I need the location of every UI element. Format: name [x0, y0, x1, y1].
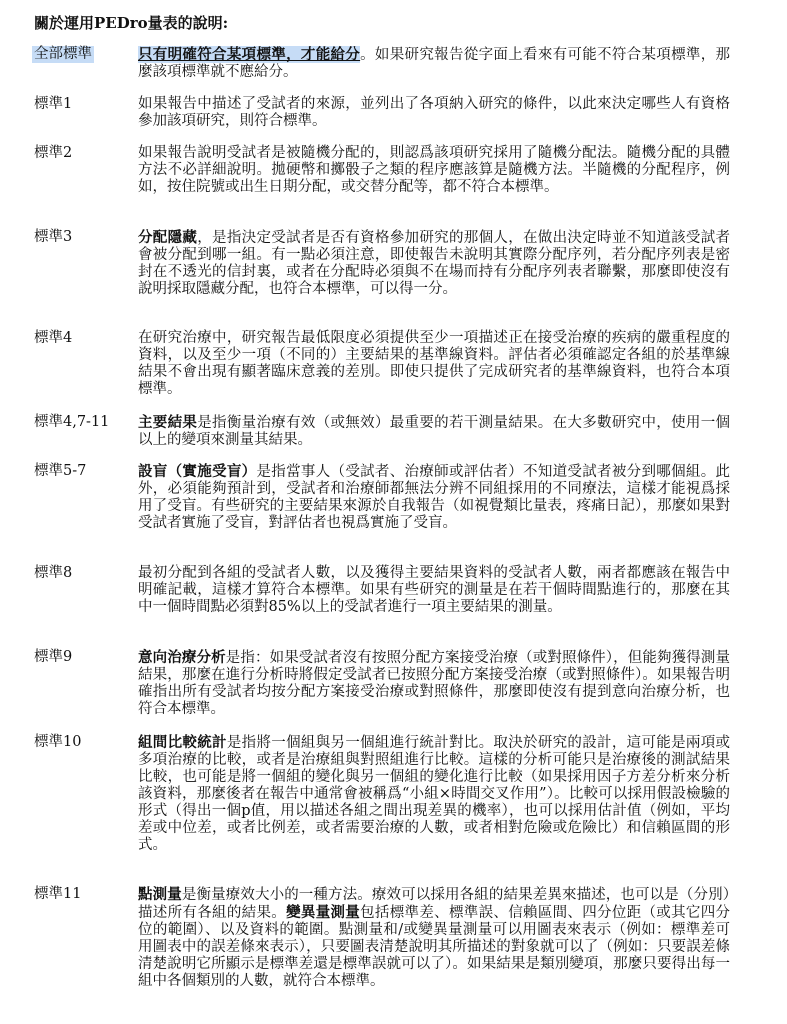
- criterion-description: 最初分配到各組的受試者人數，以及獲得主要結果資料的受試者人數，兩者都應該在報告中明確記載，這樣才算符合本標準。如果有些研究的測量是在若干個時間點進行的，那麼在其中一個時間點必須對85%以上的受試者進行一項主要結果的測量。: [138, 565, 730, 615]
- criterion-keyword: 點測量: [138, 886, 182, 903]
- criterion-keyword: 主要結果: [138, 414, 198, 431]
- document-title: 關於運用PEDro量表的說明:: [34, 14, 229, 32]
- criterion-text: [138, 649, 730, 718]
- criterion-description: 在研究治療中，研究報告最低限度必須提供至少一項描述正在接受治療的疾病的嚴重程度的資料，以及至少一項（不同的）主要結果的基準線資料。評估者必須確認定各組的於基準線結果不會出現有顯著臨床意義的差別。即使只提供了完成研究者的基準線資料，也符合本項標準。: [138, 330, 730, 397]
- criterion-keyword: 只有明確符合某項標準，才能給分: [138, 46, 361, 63]
- criterion-label: 標準4: [34, 330, 73, 346]
- criterion-label: 標準4,7-11: [34, 414, 110, 430]
- criterion-keyword: 設盲（實施受盲）: [138, 463, 257, 480]
- criterion-description: 是指衡量治療有效（或無效）最重要的若干測量結果。在大多數研究中，使用一個以上的變項來測量其結果。: [138, 415, 731, 448]
- criterion-label: 標準9: [34, 649, 73, 665]
- criterion-keyword: 分配隱藏: [138, 229, 198, 246]
- criterion-text: [138, 565, 730, 616]
- criterion-description: 如果報告說明受試者是被隨機分配的，則認爲該項研究採用了隨機分配法。隨機分配的具體方法不必詳細說明。拋硬幣和擲骰子之類的程序應該算是隨機方法。半隨機的分配程序，例如，按住院號或出生日期分配，或交替分配等，都不符合本標準。: [138, 145, 730, 195]
- criterion-text: [138, 414, 730, 449]
- criterion-description: 是指當事人（受試者、治療師或評估者）不知道受試者被分到哪個組。此外，必須能夠預計到，受試者和治療師都無法分辨不同組採用的不同療法，這樣才能視爲採用了受盲。有些研究的主要結果來源於自我報告（如視覺類比量表，疼痛日記），那麼如果對受試者實施了受盲，對評估者也視爲實施了受盲。: [138, 464, 731, 531]
- criterion-label: 標準8: [34, 565, 73, 581]
- criterion-description: 是衡量療效大小的一種方法。療效可以採用各組的結果差異來描述，也可以是（分別）描述所有各組的結果。: [138, 887, 730, 921]
- criterion-text: [138, 886, 730, 990]
- criterion-label: 標準1: [34, 96, 73, 112]
- criterion-keyword-2: 變異量測量: [286, 904, 361, 921]
- criterion-text: [138, 229, 730, 298]
- criterion-keyword: 組間比較統計: [138, 734, 227, 751]
- criterion-description-2: 包括標準差、標準誤、信賴區間、四分位距（或其它四分位的範圍）、以及資料的範圍。點測量和/或變異量測量可以用圖表來表示（例如：標準差可用圖表中的誤差條來表示），只要圖表清楚說明其所描述的對象就可以了（例如：只要誤差條清楚說明它所顯示是標準差還是標準誤就可以了）。如果結果是類別變項，那麼只要得出每一組中各個類別的人數，就符合本標準。: [138, 905, 731, 989]
- criterion-label: 全部標準: [34, 46, 92, 62]
- criterion-label: 標準5-7: [34, 463, 87, 479]
- criterion-description: 如果報告中描述了受試者的來源，並列出了各項納入研究的條件，以此來決定哪些人有資格參加該項研究，則符合標準。: [138, 96, 730, 129]
- criterion-text: [138, 46, 730, 81]
- criterion-text: [138, 96, 730, 130]
- criterion-text: [138, 463, 730, 532]
- criterion-description: 。如果研究報告從字面上看來有可能不符合某項標準，那麼該項標準就不應給分。: [138, 47, 731, 80]
- criterion-label: 標準3: [34, 229, 73, 245]
- criterion-text: [138, 145, 730, 196]
- criterion-text: [138, 734, 730, 854]
- criterion-keyword: 意向治療分析: [138, 649, 226, 666]
- criterion-label: 標準11: [34, 886, 82, 902]
- criterion-description: ，是指決定受試者是否有資格參加研究的那個人，在做出決定時並不知道該受試者會被分配到哪一組。有一點必須注意，即使報告未說明其實際分配序列，若分配序列表是密封在不透光的信封裏，或者在分配時必須與不在場而持有分配序列表者聯繫，那麼即使沒有說明採取隱藏分配，也符合本標準，可以得一分。: [138, 230, 731, 297]
- criterion-description: 是指將一個組與另一個組進行統計對比。取決於研究的設計，這可能是兩項或多項治療的比較，或者是治療組與對照組進行比較。這樣的分析可能只是治療後的測試結果比較，也可能是將一個組的變化與另一個組的變化進行比較（如果採用因子方差分析來分析該資料，那麼後者在報告中通常會被稱爲“小組×時間交叉作用”）。比較可以採用假設檢驗的形式（得出一個p值，用以描述各組之間出現差異的機率），也可以採用估計值（例如，平均差或中位差，或者比例差，或者需要治療的人數，或者相對危險或危險比）和信賴區間的形式。: [138, 735, 731, 853]
- criterion-label: 標準10: [34, 734, 82, 750]
- criterion-text: [138, 330, 730, 398]
- criterion-description: 是指：如果受試者沒有按照分配方案接受治療（或對照條件），但能夠獲得測量結果，那麼在進行分析時將假定受試者已按照分配方案接受治療（或對照條件）。如果報告明確指出所有受試者均按分配方案接受治療或對照條件，那麼即使沒有提到意向治療分析，也符合本標準。: [138, 650, 731, 717]
- criterion-label: 標準2: [34, 145, 73, 161]
